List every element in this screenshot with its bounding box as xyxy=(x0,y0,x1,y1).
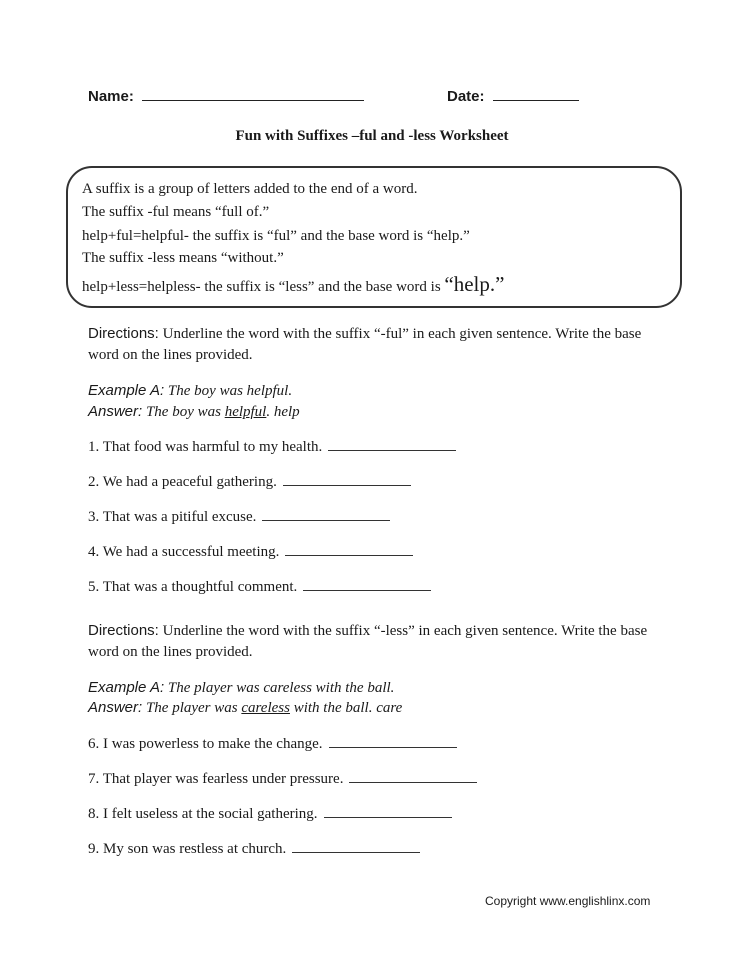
exercise-item-1 xyxy=(88,439,456,456)
directions-text: Underline the word with the suffix “-ful” in each given sentence. Write the base word on the lines provided. xyxy=(88,326,642,363)
example-ful xyxy=(88,380,292,402)
directions-label: Directions: xyxy=(88,622,159,639)
exercise-sentence: 2. We had a peaceful gathering. xyxy=(88,474,277,490)
answer-label: Answer: xyxy=(88,403,143,420)
answer-pre: The player was xyxy=(142,700,242,716)
example-text: The player was careless with the ball. xyxy=(164,680,395,696)
exercise-sentence: 3. That was a pitiful excuse. xyxy=(88,509,257,525)
exercise-item-7 xyxy=(88,771,477,788)
name-blank-line[interactable] xyxy=(142,100,364,101)
info-line-5-big-word: “help.” xyxy=(444,272,505,296)
exercise-sentence: 7. That player was fearless under pressure. xyxy=(88,771,344,787)
info-line-4: The suffix -less means “without.” xyxy=(82,250,284,266)
answer-blank-line[interactable] xyxy=(262,519,390,521)
answer-blank-line[interactable] xyxy=(292,851,420,853)
answer-blank-line[interactable] xyxy=(324,816,452,818)
example-less xyxy=(88,677,394,699)
example-label: Example A: xyxy=(88,679,165,696)
exercise-sentence: 6. I was powerless to make the change. xyxy=(88,736,323,752)
info-line-3: help+ful=helpful- the suffix is “ful” and the base word is “help.” xyxy=(82,228,470,244)
directions-text: Underline the word with the suffix “-less” in each given sentence. Write the base word on the lines provided. xyxy=(88,623,648,660)
date-label: Date: xyxy=(447,88,485,105)
worksheet-title: Fun with Suffixes –ful and -less Worksheet xyxy=(235,128,509,144)
example-text: The boy was helpful. xyxy=(164,383,293,399)
example-label: Example A: xyxy=(88,382,165,399)
name-field xyxy=(88,88,364,105)
directions-label: Directions: xyxy=(88,325,159,342)
exercise-sentence: 1. That food was harmful to my health. xyxy=(88,439,323,455)
answer-blank-line[interactable] xyxy=(283,484,411,486)
info-line-5-text: help+less=helpless- the suffix is “less” and the base word is xyxy=(82,279,445,295)
answer-underlined-word: helpful xyxy=(224,404,267,420)
answer-blank-line[interactable] xyxy=(285,554,413,556)
answer-underlined-word: careless xyxy=(241,700,290,716)
answer-blank-line[interactable] xyxy=(328,449,456,451)
exercise-item-2 xyxy=(88,474,411,491)
exercise-sentence: 5. That was a thoughtful comment. xyxy=(88,579,298,595)
answer-ful xyxy=(88,401,300,423)
exercise-item-3 xyxy=(88,509,390,526)
answer-post: with the ball. care xyxy=(289,700,403,716)
exercise-sentence: 8. I felt useless at the social gathering. xyxy=(88,806,318,822)
date-field xyxy=(447,88,579,105)
date-blank-line[interactable] xyxy=(493,100,579,101)
directions-less xyxy=(88,620,668,663)
answer-blank-line[interactable] xyxy=(303,589,431,591)
exercise-item-4 xyxy=(88,544,413,561)
answer-blank-line[interactable] xyxy=(329,746,457,748)
directions-ful xyxy=(88,323,668,366)
answer-less xyxy=(88,697,402,719)
name-label: Name: xyxy=(88,88,134,105)
answer-label: Answer: xyxy=(88,699,143,716)
answer-pre: The boy was xyxy=(142,404,225,420)
info-line-5 xyxy=(82,272,504,297)
exercise-sentence: 9. My son was restless at church. xyxy=(88,841,287,857)
exercise-item-5 xyxy=(88,579,431,596)
exercise-item-6 xyxy=(88,736,457,753)
info-line-2: The suffix -ful means “full of.” xyxy=(82,204,270,220)
info-line-1: A suffix is a group of letters added to the end of a word. xyxy=(82,181,418,197)
exercise-item-9 xyxy=(88,841,420,858)
exercise-item-8 xyxy=(88,806,452,823)
copyright-text: Copyright www.englishlinx.com xyxy=(485,894,651,908)
exercise-sentence: 4. We had a successful meeting. xyxy=(88,544,280,560)
answer-post: . help xyxy=(266,404,300,420)
answer-blank-line[interactable] xyxy=(349,781,477,783)
